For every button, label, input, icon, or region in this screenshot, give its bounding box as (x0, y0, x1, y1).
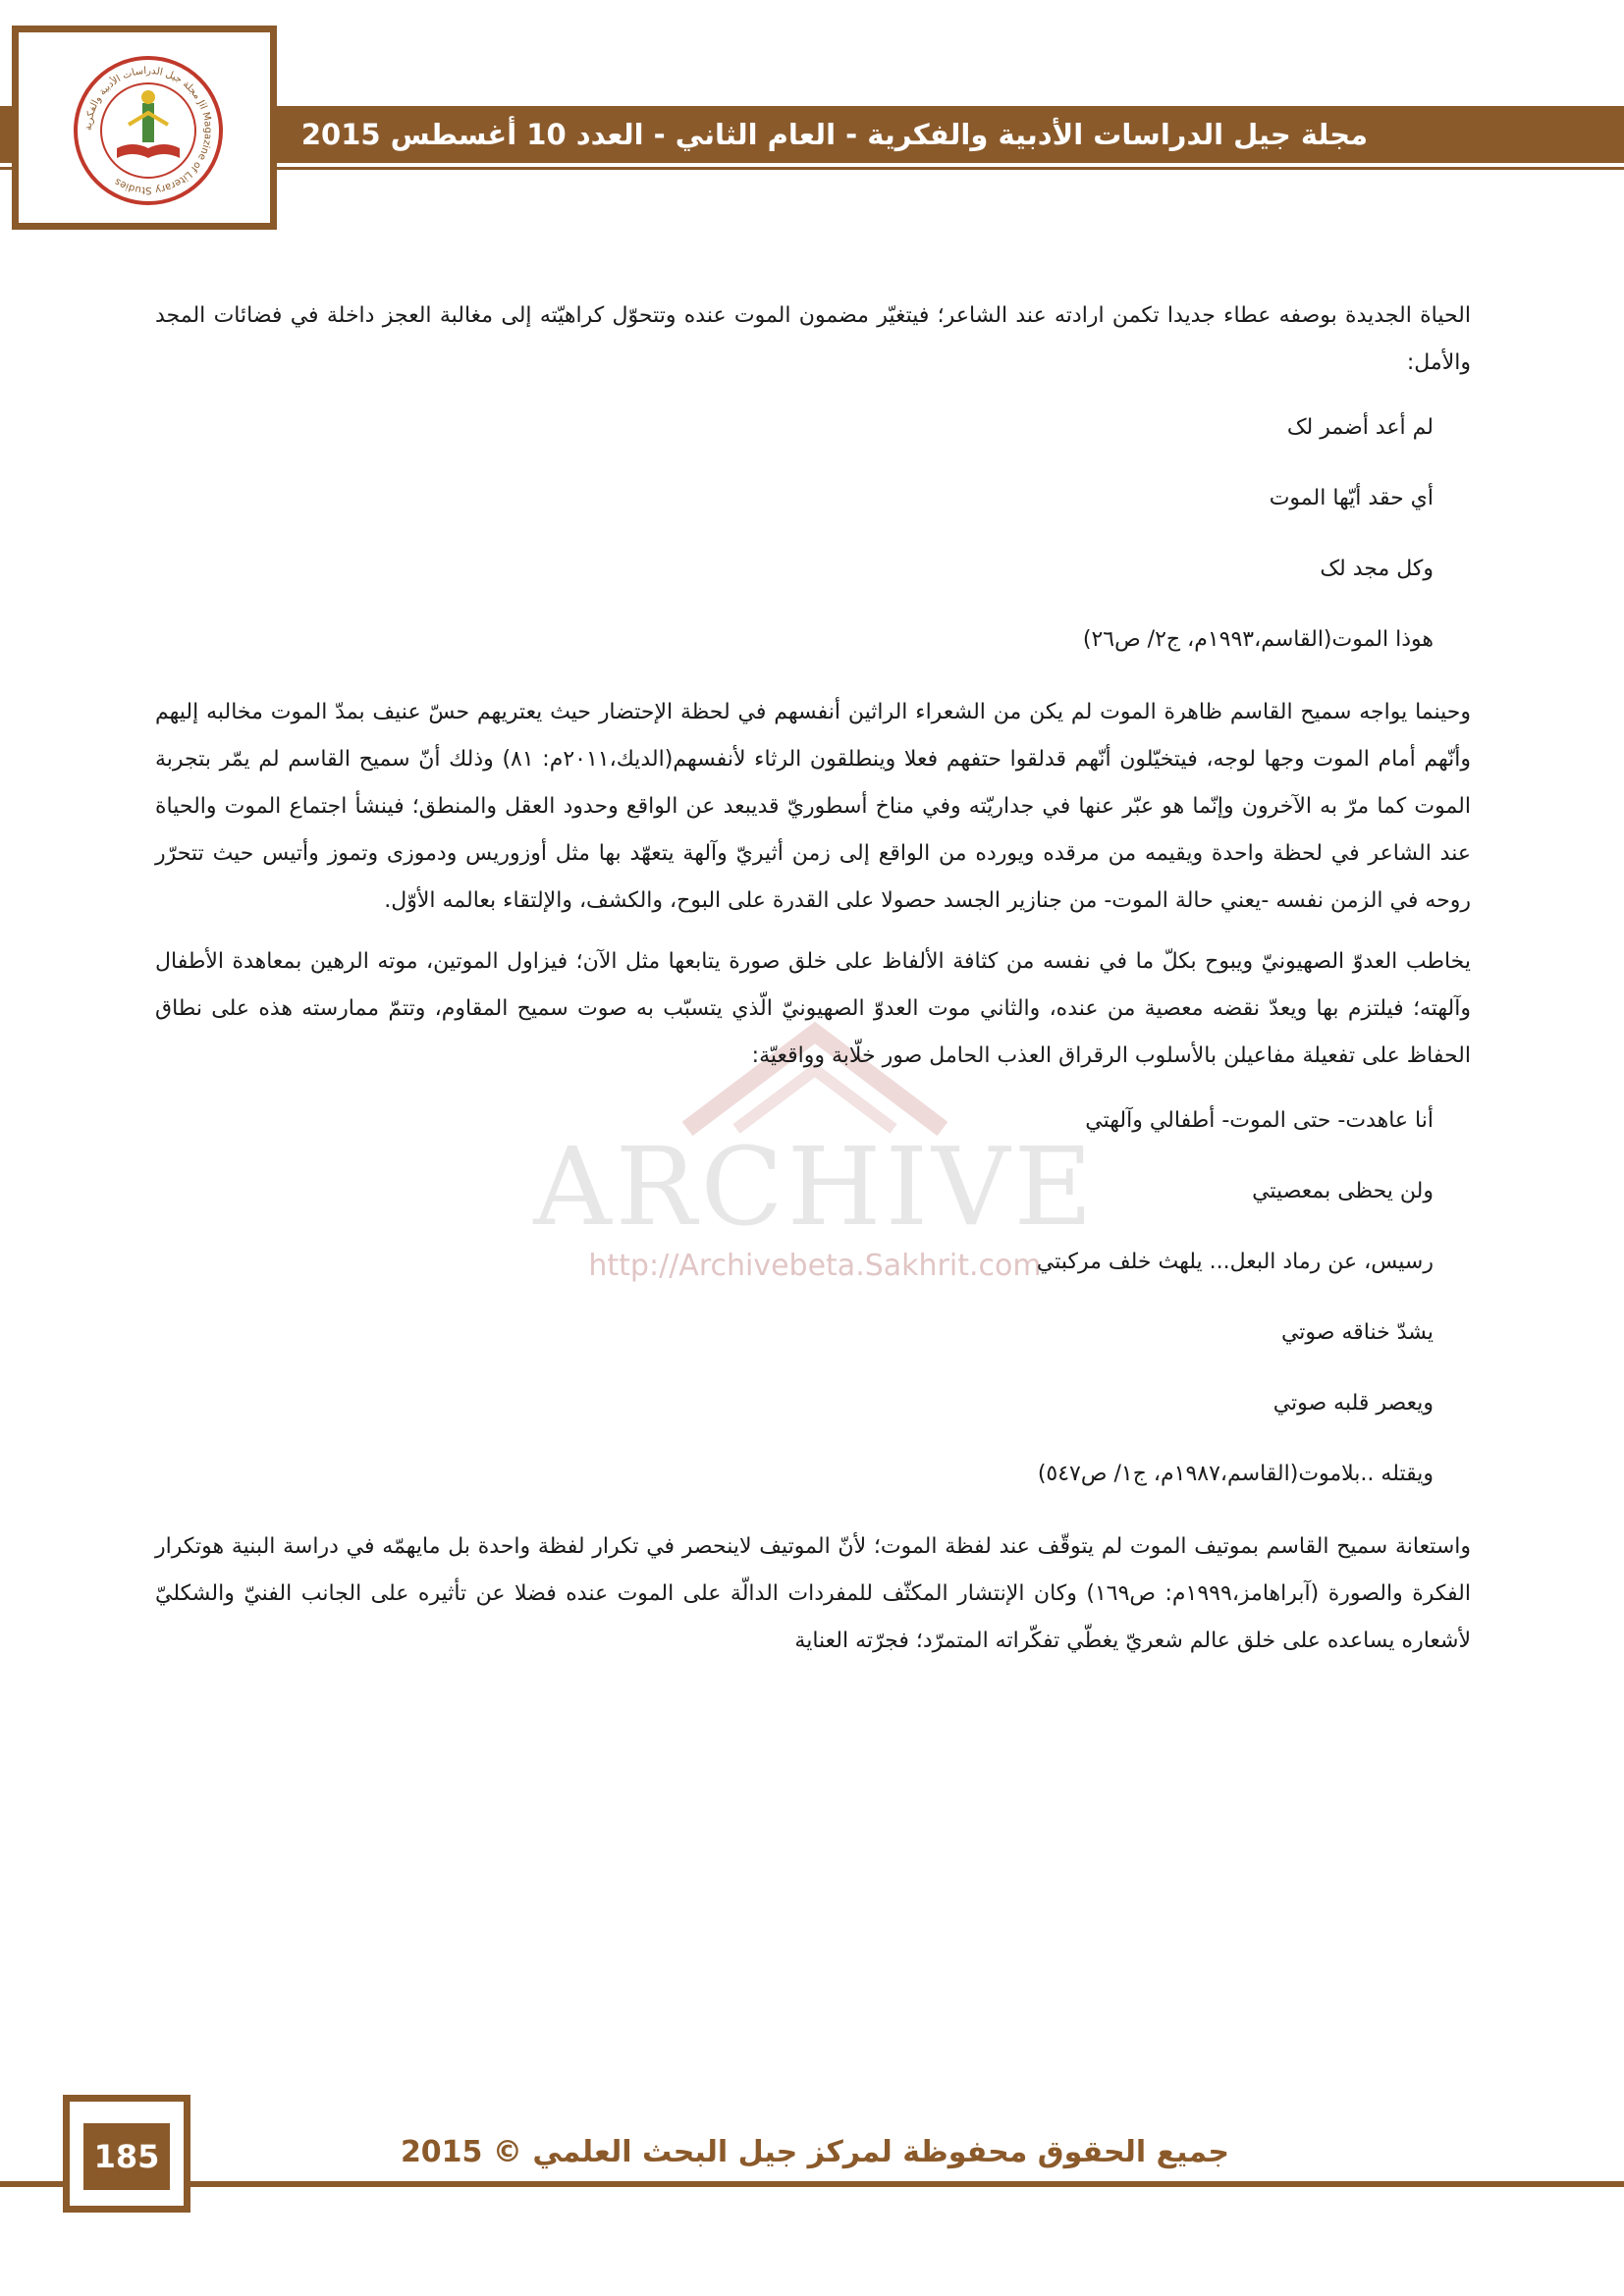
paragraph-2: وحينما يواجه سميح القاسم ظاهرة الموت لم يكن من الشعراء الراثين أنفسهم في لحظة الإحتضار حيث يعتريهم حسّ عنيف بمدّ الموت مخالبه إليهم وأنّهم أمام الموت وجها لوجه، فيتخيّلون أنّهم قدلقوا حتفهم فعلا وينطلقون الرثاء لأنفسهم(الديك،٢٠١١م: ٨١) وذلك أنّ سميح القاسم لم يمّر بتجربة الموت كما مرّ به الآخرون وإنّما هو عبّر عنها في جداريّته وفي مناخ أسطوريّ قديبعد عن الواقع وحدود العقل والمنطق؛ فينشأ اجتماع الموت والحياة عند الشاعر في لحظة واحدة ويقيمه من مرقده ويورده من الواقع إلى زمن أثيريّ وآلهة يتعهّد بها مثل أوزوريس ودموزى وتموز وأتيس حيث تتحرّر روحه في الزمن نفسه -يعني حالة الموت- من جنازير الجسد حصولا على القدرة على البوح، والكشف، والإلتقاء بعالمه الأوّل. (155, 700, 1471, 913)
logo-ring-text: مجلة جيل الدراسات الأدبية والفكرية Jil Magazine of Literary Studies (82, 65, 214, 196)
verse-line: وکل مجد لک (1320, 557, 1434, 581)
verse-line: رسيس، عن رماد البعل... يلهث خلف مركبتي (1036, 1250, 1434, 1274)
verse-line: أي حقد أيّها الموت (1269, 486, 1434, 510)
verse-line: ولن يحظى بمعصيتي (1252, 1179, 1434, 1203)
journal-title: مجلة جيل الدراسات الأدبية والفكرية - العام الثاني - العدد 10 أغسطس 2015 (300, 118, 1369, 151)
watermark-word: ARCHIVE (533, 1124, 1097, 1250)
verse-line-citation: ويقتله ..بلاموت(القاسم،١٩٨٧م، ج١/ ص٥٤٧) (1037, 1462, 1434, 1486)
paragraph-4: واستعانة سميح القاسم بموتيف الموت لم يتوقّف عند لفظة الموت؛ لأنّ الموتيف لاينحصر في تكرار لفظة واحدة بل مايهمّه في دراسة البنية هوتكرار الفكرة والصورة (آبراهامز،١٩٩٩م: ص١٦٩) وكان الإنتشار المكثّف للمفردات الدالّة على الموت عنده فضلا عن تأثيره على الجانب الفنيّ والشكليّ لأشعاره يساعده على خلق عالم شعريّ يغطّي تفكّراته المتمرّد؛ فجرّته العناية (155, 1534, 1471, 1653)
footer-divider (0, 2181, 1624, 2187)
verse-block-2 (155, 1086, 1471, 1510)
verse-line: يشدّ خناقه صوتي (1280, 1320, 1434, 1345)
article-body (155, 293, 1471, 1665)
logo-frame (12, 26, 277, 230)
verse-block-1 (155, 393, 1471, 675)
verse-line: لم أعد أضمر لک (1286, 415, 1434, 440)
page-number-box (63, 2095, 190, 2213)
verse-line-citation: هوذا الموت(القاسم،١٩٩٣م، ج٢/ ص٢٦) (1082, 627, 1434, 652)
paragraph-3: يخاطب العدوّ الصهيونيّ ويبوح بكلّ ما في نفسه من كثافة الألفاظ على خلق صورة يتابعها مثل الآن؛ فيزاول الموتين، موته الرهين بمعاهدة الأطفال وآلهته؛ فيلتزم بها ويعدّ نقضه معصية من عنده، والثاني موت العدوّ الصهيونيّ الّذي يتسبّب به صوت سميح المقاوم، وتتمّ ممارسته هذه على نطاق الحفاظ على تفعيلة مفاعيلن بالأسلوب الرقراق العذب الحامل صور خلّابة وواقعيّة: (155, 949, 1471, 1068)
journal-logo-icon (70, 52, 227, 209)
verse-line: ويعصر قلبه صوتي (1272, 1391, 1434, 1415)
page-number: 185 (83, 2123, 170, 2190)
watermark-url: http://Archivebeta.Sakhrit.com (588, 1249, 1042, 1283)
copyright-notice: جميع الحقوق محفوظة لمركز جيل البحث العلمي © 2015 (400, 2135, 1230, 2169)
verse-line: أنا عاهدت- حتى الموت- أطفالي وآلهتي (1085, 1108, 1434, 1133)
paragraph-1: الحياة الجديدة بوصفه عطاء جديدا تكمن ارادته عند الشاعر؛ فيتغيّر مضمون الموت عنده وتتحوّل كراهيّته إلى مغالبة العجز داخلة في فضائات المجد والأمل: (155, 303, 1471, 375)
